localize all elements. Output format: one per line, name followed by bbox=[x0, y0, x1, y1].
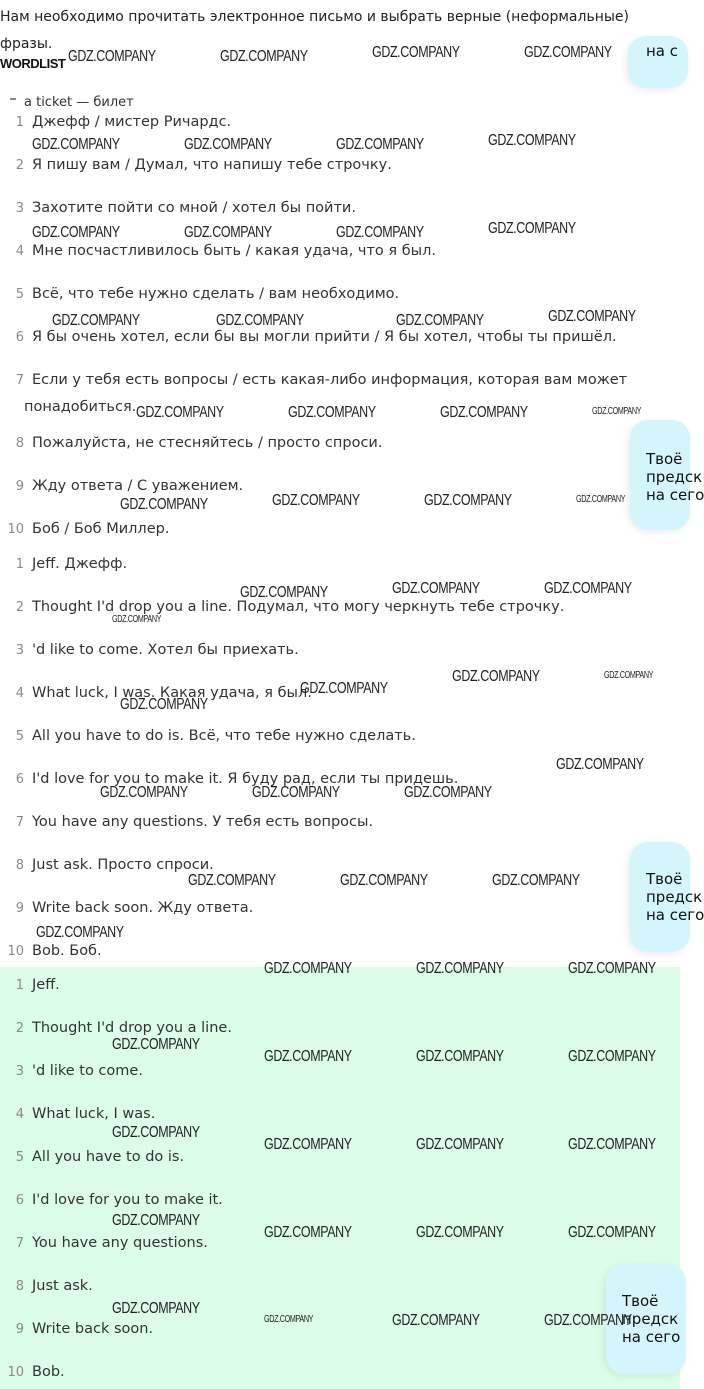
watermark-text: GDZ.COMPANY bbox=[524, 44, 612, 61]
watermark-text: GDZ.COMPANY bbox=[340, 872, 428, 889]
list-item: 1 Jeff. Джефф. bbox=[15, 556, 128, 572]
watermark-text: GDZ.COMPANY bbox=[392, 580, 480, 597]
list-item: 2 Thought I'd drop you a line. bbox=[15, 1020, 232, 1036]
watermark-text: GDZ.COMPANY bbox=[112, 1300, 200, 1317]
watermark-text: GDZ.COMPANY bbox=[544, 580, 632, 597]
list-item: 7 You have any questions. bbox=[15, 1235, 208, 1251]
watermark-text: GDZ.COMPANY bbox=[488, 220, 576, 237]
list-item: 2 Я пишу вам / Думал, что напишу тебе строчку. bbox=[15, 157, 392, 173]
list-item: 9 Жду ответа / С уважением. bbox=[15, 478, 244, 494]
list-item: 10 Bob. bbox=[7, 1364, 65, 1380]
watermark-text: GDZ.COMPANY bbox=[264, 960, 352, 977]
list-item: 2 Thought I'd drop you a line. Подумал, что могу черкнуть тебе строчку. bbox=[15, 599, 565, 615]
list-item: 4 What luck, I was. bbox=[15, 1106, 156, 1122]
watermark-text: GDZ.COMPANY bbox=[416, 1224, 504, 1241]
watermark-text: GDZ.COMPANY bbox=[264, 1314, 314, 1325]
list-item: 5 All you have to do is. bbox=[15, 1149, 185, 1165]
list-item: 8 Just ask. Просто спроси. bbox=[15, 857, 214, 873]
list-item: 7 Если у тебя есть вопросы / есть какая-либо информация, которая вам может bbox=[15, 372, 628, 388]
horoscope-card[interactable]: Твоё предск на сего bbox=[630, 420, 690, 530]
watermark-text: GDZ.COMPANY bbox=[188, 872, 276, 889]
watermark-text: GDZ.COMPANY bbox=[592, 406, 642, 417]
watermark-text: GDZ.COMPANY bbox=[272, 492, 360, 509]
horoscope-card[interactable]: Твоё предск на сего bbox=[606, 1264, 686, 1374]
list-item: 1 Джефф / мистер Ричардс. bbox=[15, 114, 232, 130]
list-item: 3 Захотите пойти со мной / хотел бы пойти. bbox=[15, 200, 356, 216]
horoscope-card[interactable]: Твоё предск на сего bbox=[630, 842, 690, 952]
watermark-text: GDZ.COMPANY bbox=[240, 584, 328, 601]
watermark-text: GDZ.COMPANY bbox=[452, 668, 540, 685]
list-item: 10 Bob. Боб. bbox=[7, 943, 102, 959]
list-item: 9 Write back soon. Жду ответа. bbox=[15, 900, 254, 916]
watermark-text: GDZ.COMPANY bbox=[556, 756, 644, 773]
watermark-text: GDZ.COMPANY bbox=[216, 312, 304, 329]
task-instruction: Нам необходимо прочитать электронное письмо и выбрать верные (неформальные) фразы. bbox=[0, 9, 629, 52]
watermark-text: GDZ.COMPANY bbox=[548, 308, 636, 325]
watermark-text: GDZ.COMPANY bbox=[404, 784, 492, 801]
watermark-text: GDZ.COMPANY bbox=[32, 136, 120, 153]
list-item: 4 What luck, I was. Какая удача, я был. bbox=[15, 685, 312, 701]
list-item: 3 'd like to come. Хотел бы приехать. bbox=[15, 642, 299, 658]
list-item: 6 I'd love for you to make it. Я буду рад, если ты придешь. bbox=[15, 771, 459, 787]
watermark-text: GDZ.COMPANY bbox=[424, 492, 512, 509]
list-item: 6 I'd love for you to make it. bbox=[15, 1192, 223, 1208]
watermark-text: GDZ.COMPANY bbox=[288, 404, 376, 421]
list-item: 5 All you have to do is. Всё, что тебе нужно сделать. bbox=[15, 728, 416, 744]
watermark-text: GDZ.COMPANY bbox=[112, 1212, 200, 1229]
watermark-text: GDZ.COMPANY bbox=[568, 1136, 656, 1153]
list-item: 5 Всё, что тебе нужно сделать / вам необходимо. bbox=[15, 286, 400, 302]
watermark-text: GDZ.COMPANY bbox=[32, 224, 120, 241]
wordlist-item: a ticket — билет bbox=[24, 95, 134, 110]
watermark-text: GDZ.COMPANY bbox=[568, 1048, 656, 1065]
watermark-text: GDZ.COMPANY bbox=[416, 1048, 504, 1065]
horoscope-card[interactable]: на с bbox=[628, 36, 688, 88]
watermark-text: GDZ.COMPANY bbox=[264, 1136, 352, 1153]
watermark-text: GDZ.COMPANY bbox=[52, 312, 140, 329]
watermark-text: GDZ.COMPANY bbox=[136, 404, 224, 421]
list-item: 8 Just ask. bbox=[15, 1278, 93, 1294]
list-item: 6 Я бы очень хотел, если бы вы могли прийти / Я бы хотел, чтобы ты пришёл. bbox=[15, 329, 617, 345]
watermark-text: GDZ.COMPANY bbox=[416, 1136, 504, 1153]
watermark-text: GDZ.COMPANY bbox=[36, 924, 124, 941]
watermark-text: GDZ.COMPANY bbox=[68, 48, 156, 65]
watermark-text: GDZ.COMPANY bbox=[604, 670, 654, 681]
watermark-text: GDZ.COMPANY bbox=[336, 136, 424, 153]
watermark-text: GDZ.COMPANY bbox=[440, 404, 528, 421]
watermark-text: GDZ.COMPANY bbox=[120, 696, 208, 713]
list-item-continuation: понадобиться. bbox=[24, 399, 137, 415]
watermark-text: GDZ.COMPANY bbox=[488, 132, 576, 149]
watermark-text: GDZ.COMPANY bbox=[568, 1224, 656, 1241]
watermark-text: GDZ.COMPANY bbox=[100, 784, 188, 801]
watermark-text: GDZ.COMPANY bbox=[112, 614, 162, 625]
watermark-text: GDZ.COMPANY bbox=[576, 494, 626, 505]
wordlist-label: WORDLIST bbox=[0, 56, 66, 71]
watermark-text: GDZ.COMPANY bbox=[568, 960, 656, 977]
watermark-text: GDZ.COMPANY bbox=[264, 1048, 352, 1065]
list-item: 7 You have any questions. У тебя есть вопросы. bbox=[15, 814, 374, 830]
watermark-text: GDZ.COMPANY bbox=[492, 872, 580, 889]
watermark-text: GDZ.COMPANY bbox=[112, 1124, 200, 1141]
list-item: 1 Jeff. bbox=[15, 977, 60, 993]
watermark-text: GDZ.COMPANY bbox=[264, 1224, 352, 1241]
watermark-text: GDZ.COMPANY bbox=[184, 136, 272, 153]
watermark-text: GDZ.COMPANY bbox=[336, 224, 424, 241]
list-item: 9 Write back soon. bbox=[15, 1321, 154, 1337]
watermark-text: GDZ.COMPANY bbox=[184, 224, 272, 241]
watermark-text: GDZ.COMPANY bbox=[300, 680, 388, 697]
watermark-text: GDZ.COMPANY bbox=[112, 1036, 200, 1053]
watermark-text: GDZ.COMPANY bbox=[396, 312, 484, 329]
watermark-text: GDZ.COMPANY bbox=[252, 784, 340, 801]
list-item: 10 Боб / Боб Миллер. bbox=[7, 521, 170, 537]
watermark-text: GDZ.COMPANY bbox=[392, 1312, 480, 1329]
list-item: 3 'd like to come. bbox=[15, 1063, 143, 1079]
list-item: 4 Мне посчастливилось быть / какая удача, что я был. bbox=[15, 243, 437, 259]
list-item: 8 Пожалуйста, не стесняйтесь / просто спроси. bbox=[15, 435, 383, 451]
watermark-text: GDZ.COMPANY bbox=[220, 48, 308, 65]
watermark-text: GDZ.COMPANY bbox=[416, 960, 504, 977]
watermark-text: GDZ.COMPANY bbox=[544, 1312, 632, 1329]
watermark-text: GDZ.COMPANY bbox=[120, 496, 208, 513]
watermark-text: GDZ.COMPANY bbox=[372, 44, 460, 61]
